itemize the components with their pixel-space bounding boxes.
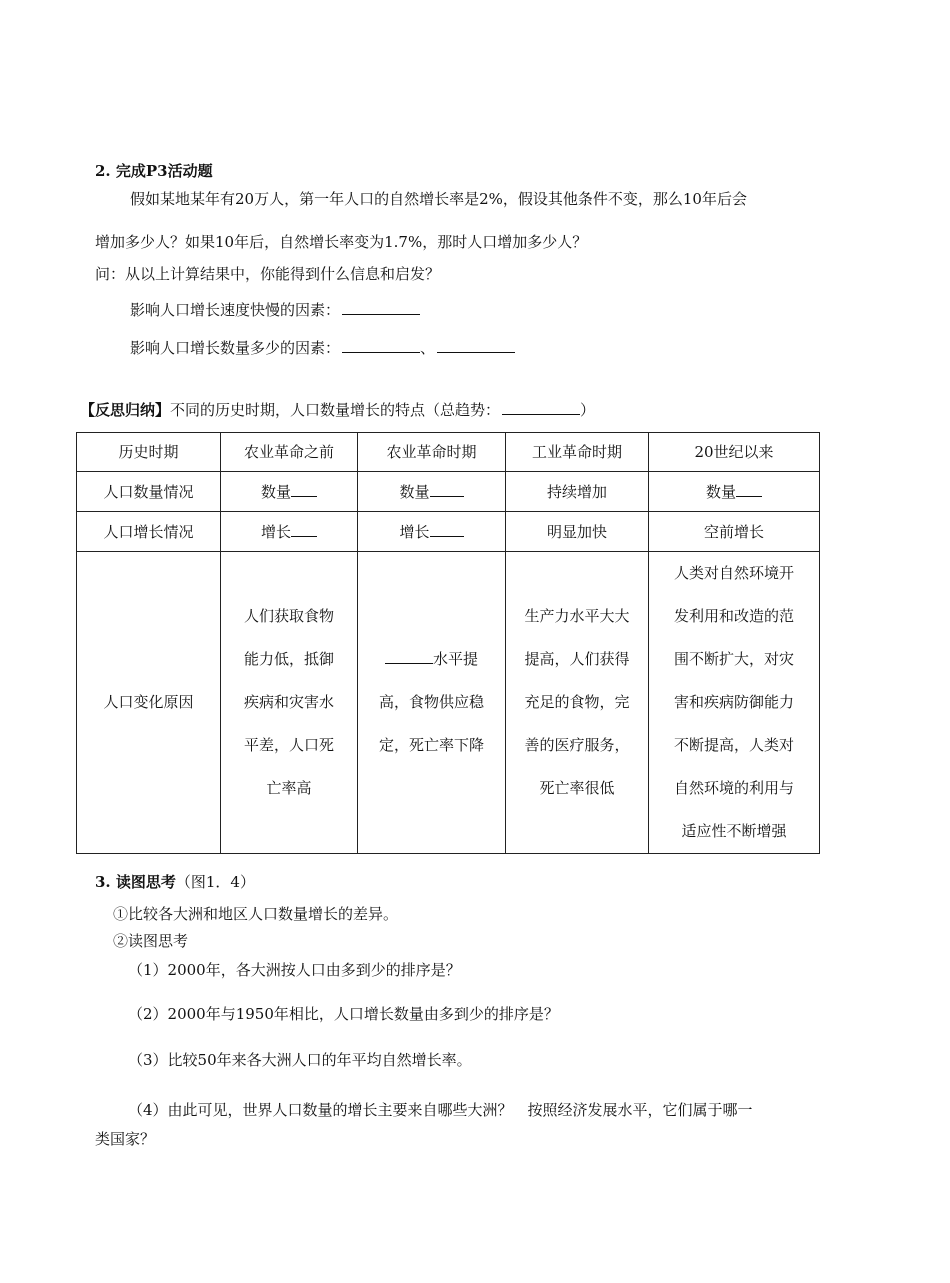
section2-question: 问：从以上计算结果中，你能得到什么信息和启发？ (95, 265, 441, 283)
table-cell (221, 512, 358, 552)
header-agricultural: 农业革命时期 (358, 433, 506, 472)
header-20th-century: 20世纪以来 (649, 433, 820, 472)
table-cell: 空前增长 (649, 512, 820, 552)
row-label: 人口变化原因 (77, 552, 221, 854)
cell-text: 数量 (705, 482, 736, 501)
cell-text: 增长 (399, 522, 430, 541)
reflection-trend-blank[interactable] (502, 398, 580, 415)
cell-line: 人们获取食物 (243, 607, 334, 625)
cell-blank[interactable] (291, 482, 317, 497)
table-row-cause (77, 552, 820, 854)
cell-line: 善的医疗服务， (524, 736, 630, 754)
section2-title: 2. 完成P3活动题 (95, 162, 213, 180)
header-industrial: 工业革命时期 (506, 433, 649, 472)
cell-line: 自然环境的利用与 (673, 779, 794, 797)
question-1: （1）2000年，各大洲按人口由多到少的排序是？ (128, 961, 461, 979)
section3-title: 3. 读图思考 (95, 873, 176, 891)
row-label: 人口增长情况 (77, 512, 221, 552)
table-cell (358, 512, 506, 552)
factor-speed-line (130, 298, 420, 320)
cell-line: 能力低，抵御 (243, 650, 334, 668)
cell-line (362, 638, 501, 681)
reflection-line (80, 398, 595, 420)
header-period: 历史时期 (77, 433, 221, 472)
cell-line: 死亡率很低 (539, 779, 615, 797)
table-cell (221, 472, 358, 512)
table-cell (221, 552, 358, 854)
table-cell (506, 552, 649, 854)
question-4-line-1: （4）由此可见，世界人口数量的增长主要来自哪些大洲？ 按照经济发展水平，它们属于哪一 (128, 1101, 753, 1119)
cell-line: 疾病和灾害水 (243, 693, 334, 711)
cell-text: 增长 (260, 522, 291, 541)
factor-amount-line (130, 336, 515, 358)
cell-blank[interactable] (291, 522, 317, 537)
section2-paragraph-2: 增加多少人？如果10年后，自然增长率变为1.7%，那时人口增加多少人？ (95, 233, 588, 251)
question-3: （3）比较50年来各大洲人口的年平均自然增长率。 (128, 1051, 472, 1069)
cell-line: 充足的食物，完 (524, 693, 630, 711)
reflection-close: ） (580, 401, 596, 419)
table-header-row (77, 433, 820, 472)
section3-item-2: ②读图思考 (113, 932, 189, 950)
cell-blank[interactable] (430, 482, 464, 497)
factor-speed-label: 影响人口增长速度快慢的因素： (130, 301, 341, 319)
table-cell: 明显加快 (506, 512, 649, 552)
header-pre-agricultural: 农业革命之前 (221, 433, 358, 472)
table-row-growth (77, 512, 820, 552)
factor-amount-label: 影响人口增长数量多少的因素： (130, 339, 341, 357)
cell-line: 发利用和改造的范 (673, 607, 794, 625)
cell-line: 生产力水平大大 (524, 607, 630, 625)
cell-line: 不断提高，人类对 (673, 736, 794, 754)
table-row-quantity (77, 472, 820, 512)
cell-blank[interactable] (430, 522, 464, 537)
row-label: 人口数量情况 (77, 472, 221, 512)
cell-line: 害和疾病防御能力 (673, 693, 794, 711)
table-cell (649, 552, 820, 854)
cell-line: 定，死亡率下降 (378, 736, 484, 754)
factor-amount-separator: 、 (420, 339, 436, 357)
cell-line: 平差，人口死 (243, 736, 334, 754)
cell-line: 高，食物供应稳 (378, 693, 484, 711)
section3-title-line (95, 872, 255, 892)
reflection-label: 【反思归纳】 (80, 401, 171, 419)
factor-amount-blank-2[interactable] (437, 336, 515, 353)
section3-title-suffix: （图1．4） (175, 873, 255, 891)
section3-item-1: ①比较各大洲和地区人口数量增长的差异。 (113, 905, 399, 923)
factor-amount-blank-1[interactable] (342, 336, 420, 353)
cell-text: 水平提 (432, 650, 478, 668)
question-2: （2）2000年与1950年相比，人口增长数量由多到少的排序是？ (128, 1005, 559, 1023)
cell-blank[interactable] (385, 649, 433, 664)
table-cell (649, 472, 820, 512)
cell-text: 数量 (260, 482, 291, 501)
cell-line: 围不断扩大，对灾 (673, 650, 794, 668)
cell-line: 适应性不断增强 (681, 822, 787, 840)
cell-line: 亡率高 (266, 779, 312, 797)
cell-line: 人类对自然环境开 (673, 564, 794, 582)
reflection-text: 不同的历史时期，人口数量增长的特点（总趋势： (170, 401, 501, 419)
table-cell (358, 552, 506, 854)
factor-speed-blank[interactable] (342, 298, 420, 315)
section2-paragraph-1: 假如某地某年有20万人，第一年人口的自然增长率是2%，假设其他条件不变，那么10年后会 (130, 190, 747, 208)
cell-blank[interactable] (736, 482, 762, 497)
question-4-line-2: 类国家？ (95, 1130, 156, 1148)
cell-text: 数量 (399, 482, 430, 501)
table-cell: 持续增加 (506, 472, 649, 512)
cell-line: 提高，人们获得 (524, 650, 630, 668)
history-table (76, 432, 820, 854)
table-cell (358, 472, 506, 512)
